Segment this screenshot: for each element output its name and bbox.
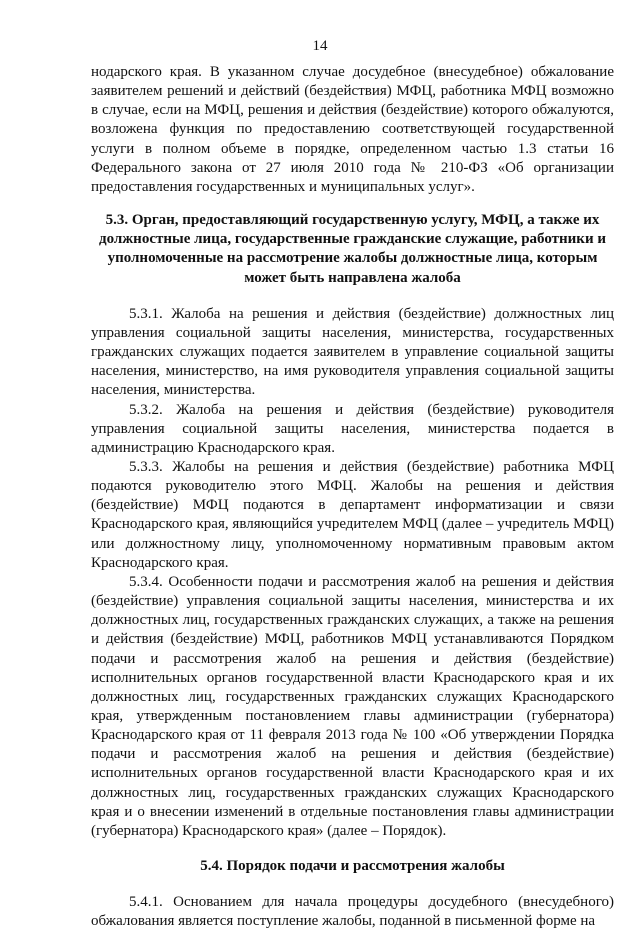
paragraph-5-3-1: 5.3.1. Жалоба на решения и действия (бездействие) должностных лиц управления социальной защиты населения, министерства, государственных гражданских служащих подается заявителем в управление социальной защиты населения, министерство, на имя руководителя управления социальной защиты населения, министерства.: [91, 305, 614, 399]
page-number: 14: [312, 38, 328, 54]
paragraph-5-3-3: 5.3.3. Жалобы на решения и действия (бездействие) работника МФЦ подаются руководителю этого МФЦ. Жалобы на решения и действия (бездействие) МФЦ подаются в департамент информатизации и связи Краснодарского края, являющийся учредителем МФЦ (далее – учредитель МФЦ) или должностному лицу, уполномоченному нормативным правовым актом Краснодарского края.: [91, 458, 614, 571]
section-heading-5-3: 5.3. Орган, предоставляющий государственную услугу, МФЦ, а также их должностные лица, государственные гражданские служащие, работники и уполномоченные на рассмотрение жалобы должностные лица, которым может быть направлена жалоба: [99, 212, 606, 286]
spacer: [91, 288, 614, 305]
intro-paragraph: нодарского края. В указанном случае досудебное (внесудебное) обжалование заявителем решений и действий (бездействия) МФЦ, работника МФЦ возможно в случае, если на МФЦ, решения и действия (бездействие) которого обжалуются, возложена функция по предоставлению соответствующей государственной услуги в полном объеме в порядке, определенном частью 1.3 статьи 16 Федерального закона от 27 июля 2010 года № 210-ФЗ «Об организации предоставления государственных и муниципальных услуг».: [91, 64, 614, 195]
document-body: [91, 63, 614, 932]
paragraph-5-3-2: 5.3.2. Жалоба на решения и действия (бездействие) руководителя управления социальной защиты населения, министерства подается в администрацию Краснодарского края.: [91, 401, 614, 456]
spacer: [91, 197, 614, 211]
paragraph-5-4-1: 5.4.1. Основанием для начала процедуры досудебного (внесудебного) обжалования является поступление жалобы, поданной в письменной форме на: [91, 894, 614, 930]
spacer: [91, 876, 614, 893]
spacer: [91, 841, 614, 857]
paragraph-5-3-4: 5.3.4. Особенности подачи и рассмотрения жалоб на решения и действия (бездействие) управления социальной защиты населения, министерства и их должностных лиц, государственных гражданских служащих, а также на решения и действия (бездействие) МФЦ, работников МФЦ устанавливаются Порядком подачи и рассмотрения жалоб на решения и действия (бездействие) исполнительных органов государственной власти Краснодарского края и их должностных лиц, государственных гражданских служащих Краснодарского края, утвержденным постановлением главы администрации (губернатора) Краснодарского края от 11 февраля 2013 года № 100 «Об утверждении Порядка подачи и рассмотрения жалоб на решения и действия (бездействие) исполнительных органов государственной власти Краснодарского края и их должностных лиц, государственных гражданских служащих Краснодарского края и о внесении изменений в отдельные постановления главы администрации (губернатора) Краснодарского края» (далее – Порядок).: [91, 573, 614, 839]
section-heading-5-4: 5.4. Порядок подачи и рассмотрения жалобы: [200, 858, 505, 875]
